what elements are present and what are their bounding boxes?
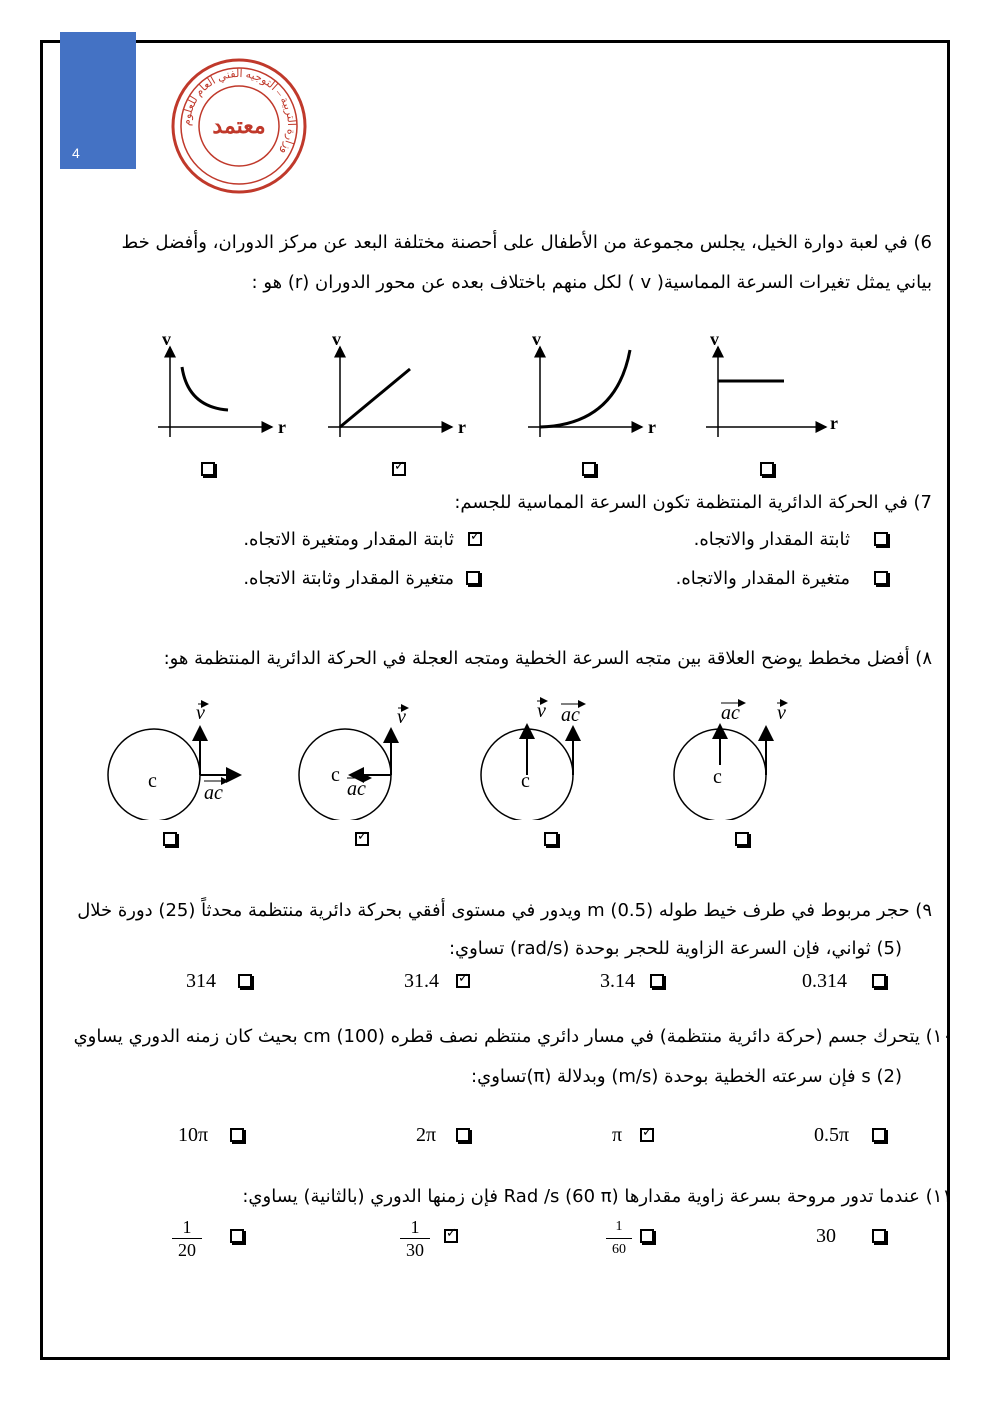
q11-option-1-checkbox[interactable]	[230, 1229, 244, 1243]
axis-v-label: v	[710, 329, 719, 349]
graph-decreasing-curve	[158, 329, 286, 437]
svg-text:c: c	[331, 764, 340, 786]
stamp-ring-text: وزارة التربية – التوجيه الفني العام للعلوم	[180, 67, 298, 157]
q10-option-2-label: 2π	[416, 1124, 437, 1146]
q8-option-2-checkbox[interactable]	[355, 832, 369, 846]
q11-option-4-label: 30	[816, 1225, 836, 1247]
q8-option-4-checkbox[interactable]	[735, 832, 749, 846]
q7-option-3-checkbox[interactable]	[874, 571, 888, 585]
q7-option-2-checkbox[interactable]	[468, 532, 482, 546]
q10-option-1-checkbox[interactable]	[230, 1128, 244, 1142]
q11-option-2-checkbox[interactable]	[444, 1229, 458, 1243]
q6-line2: بياني يمثل تغيرات السرعة المماسية( v ) لكل منهم باختلاف بعده عن محور الدوران (r) هو :	[251, 272, 932, 293]
axis-r-label: r	[830, 413, 838, 433]
svg-text:c: c	[148, 770, 157, 792]
q9-option-4-label: 0.314	[802, 970, 847, 992]
q11-option-2-fraction	[400, 1216, 430, 1261]
fraction-denominator: 60	[612, 1242, 626, 1257]
svg-text:v: v	[537, 700, 546, 722]
q9-option-3-checkbox[interactable]	[650, 974, 664, 988]
fraction-numerator: 1	[400, 1216, 430, 1239]
q6-option-b-checkbox[interactable]	[392, 462, 406, 476]
q7-option-2-label: ثابتة المقدار ومتغيرة الاتجاه.	[243, 529, 454, 550]
q8-diagram-3	[481, 700, 585, 820]
page-number: 4	[72, 145, 80, 161]
q10-option-3-label: π	[612, 1124, 623, 1146]
q8-diagram-1	[108, 702, 240, 820]
fraction-numerator: 1	[172, 1216, 202, 1239]
q10-option-2-checkbox[interactable]	[456, 1128, 470, 1142]
svg-text:ac: ac	[204, 782, 223, 804]
svg-text:ac: ac	[561, 704, 580, 726]
q7-option-4-checkbox[interactable]	[466, 571, 480, 585]
q9-line1: ٩) حجر مربوط في طرف خيط طوله m (0.5) ويدور في مستوى أفقي بحركة دائرية منتظمة محدثاً (25) دورة خلال	[77, 900, 932, 921]
svg-text:v: v	[196, 702, 205, 724]
stamp-text: معتمد	[212, 113, 266, 138]
q11-option-3-fraction	[606, 1216, 632, 1261]
q7-stem: 7) في الحركة الدائرية المنتظمة تكون السرعة المماسية للجسم:	[454, 492, 932, 513]
q11-option-1-fraction	[172, 1216, 202, 1261]
q10-line1: ١٠) يتحرك جسم (حركة دائرية منتظمة) في مسار دائري منتظم نصف قطره cm (100) بحيث كان زمنه الدوري يساوي	[73, 1026, 952, 1047]
svg-text:v: v	[777, 702, 786, 724]
fraction-denominator: 30	[406, 1240, 424, 1260]
q6-option-d-checkbox[interactable]	[760, 462, 774, 476]
q11-option-4-checkbox[interactable]	[872, 1229, 886, 1243]
axis-r-label: r	[278, 417, 286, 437]
q8-stem: ٨) أفضل مخطط يوضح العلاقة بين متجه السرعة الخطية ومتجه العجلة في الحركة الدائرية المنتظمة هو:	[163, 648, 932, 669]
svg-text:v: v	[397, 706, 406, 728]
q9-line2: (5) ثواني، فإن السرعة الزاوية للحجر بوحدة (rad/s) تساوي:	[448, 938, 902, 959]
graph-horizontal-line	[706, 329, 838, 437]
q6-graphs	[140, 325, 860, 450]
q6-option-c-checkbox[interactable]	[582, 462, 596, 476]
axis-r-label: r	[648, 417, 656, 437]
q11-stem: ١١) عندما تدور مروحة بسرعة زاوية مقدارها Rad /s (60 π) فإن زمنها الدوري (بالثانية) يساوي:	[242, 1186, 952, 1207]
fraction-denominator: 20	[178, 1240, 196, 1260]
q9-option-1-label: 314	[186, 970, 216, 992]
svg-text:ac: ac	[347, 778, 366, 800]
q8-option-1-checkbox[interactable]	[163, 832, 177, 846]
q7-option-1-label: ثابتة المقدار والاتجاه.	[693, 529, 850, 550]
q9-option-2-checkbox[interactable]	[456, 974, 470, 988]
q6-option-a-checkbox[interactable]	[201, 462, 215, 476]
q9-option-4-checkbox[interactable]	[872, 974, 886, 988]
svg-text:c: c	[521, 770, 530, 792]
q7-option-4-label: متغيرة المقدار وثابتة الاتجاه.	[243, 568, 454, 589]
q7-option-3-label: متغيرة المقدار والاتجاه.	[675, 568, 850, 589]
q9-option-3-label: 3.14	[600, 970, 635, 992]
q10-line2: s (2) فإن سرعته الخطية بوحدة (m/s) وبدلالة (π)تساوي:	[471, 1066, 902, 1087]
q10-option-4-checkbox[interactable]	[872, 1128, 886, 1142]
q10-option-4-label: 0.5π	[814, 1124, 850, 1146]
q8-option-3-checkbox[interactable]	[544, 832, 558, 846]
q8-diagram-4	[674, 702, 787, 820]
q10-option-1-label: 10π	[178, 1124, 209, 1146]
svg-text:c: c	[713, 766, 722, 788]
approval-stamp	[168, 55, 310, 197]
q6-line1: 6) في لعبة دوارة الخيل، يجلس مجموعة من الأطفال على أحصنة مختلفة البعد عن مركز الدوران، وأفضل خط	[121, 232, 932, 253]
svg-text:ac: ac	[721, 702, 740, 724]
axis-r-label: r	[458, 417, 466, 437]
graph-increasing-curve	[528, 329, 656, 437]
q9-option-2-label: 31.4	[404, 970, 439, 992]
graph-straight-line	[328, 329, 466, 437]
q11-option-3-checkbox[interactable]	[640, 1229, 654, 1243]
fraction-numerator: 1	[606, 1216, 632, 1239]
q7-option-1-checkbox[interactable]	[874, 532, 888, 546]
q8-diagrams	[100, 695, 820, 820]
axis-v-label: v	[332, 329, 341, 349]
q9-option-1-checkbox[interactable]	[238, 974, 252, 988]
axis-v-label: v	[532, 329, 541, 349]
axis-v-label: v	[162, 329, 171, 349]
q10-option-3-checkbox[interactable]	[640, 1128, 654, 1142]
q8-diagram-2	[299, 706, 408, 820]
